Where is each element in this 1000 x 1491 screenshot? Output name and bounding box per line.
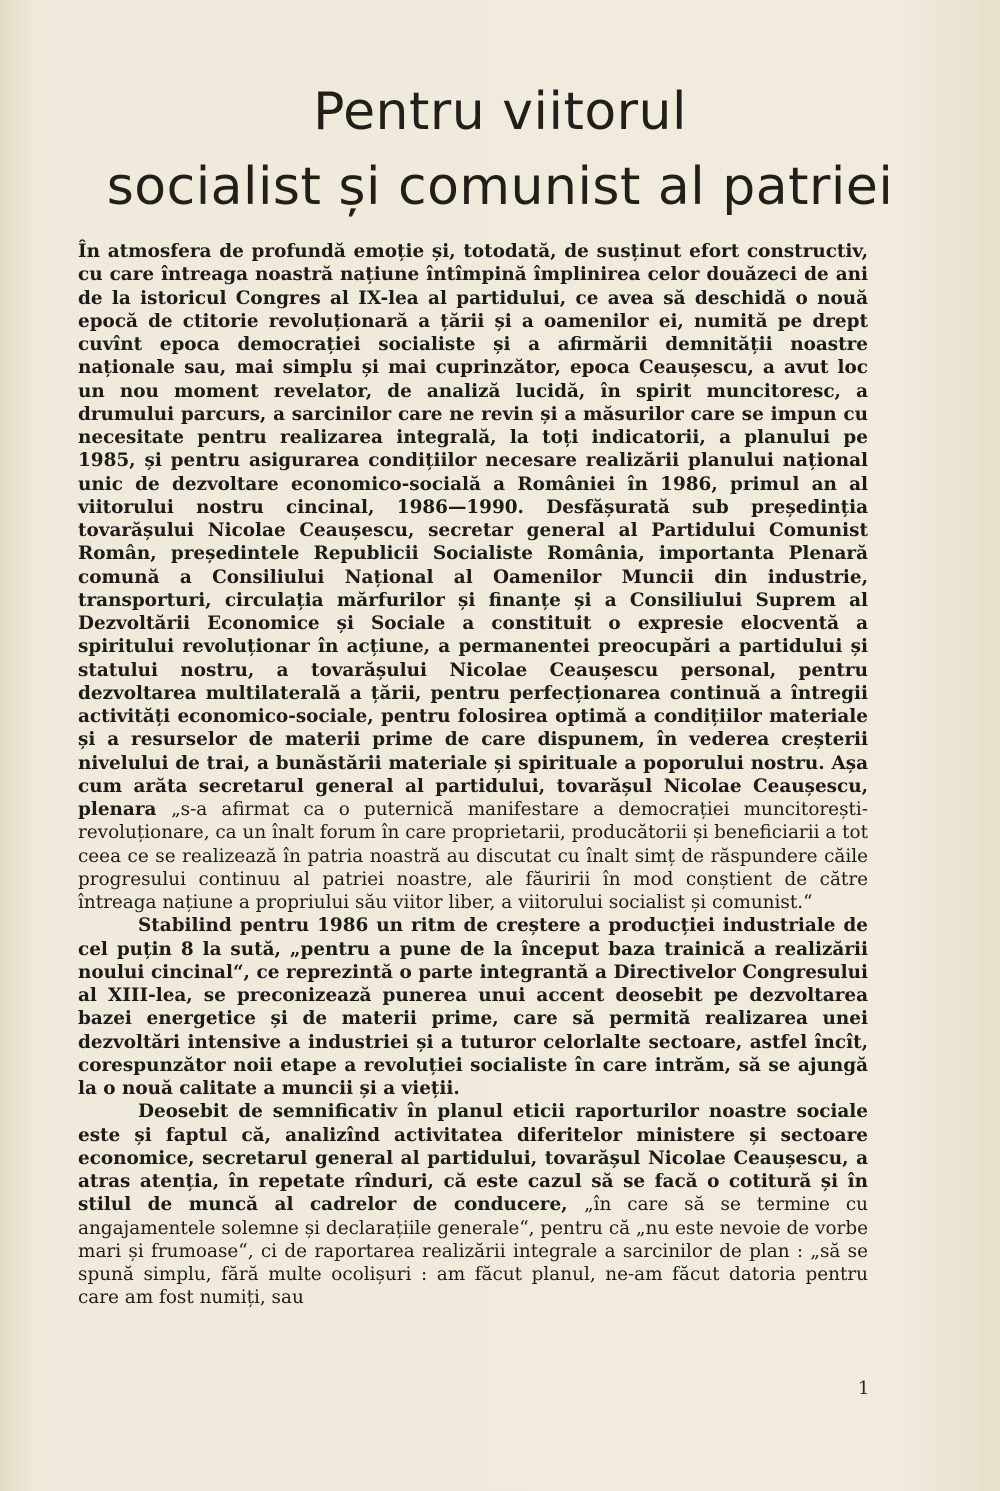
article-body (78, 240, 868, 1310)
paragraph-3 (78, 1100, 868, 1309)
page-title (0, 75, 1000, 225)
paragraph-2 (78, 914, 868, 1100)
title-line-1: Pentru viitorul (313, 82, 687, 142)
paragraph-2-bold: Stabilind pentru 1986 un ritm de creștere a producției industriale de cel puțin 8 la sută, „pentru a pune de la început baza trainică a realizării noului cincinal“, ce reprezintă o parte integrantă a Directivelor Congresului al XIII-lea, se preconizează punerea unui accent deosebit pe dezvoltarea bazei energetice și de materii prime, care să permită realizarea unei dezvoltări intensive a industriei și a tuturor celorlalte sectoare, astfel încît, corespunzător noii etape a revoluției socialiste în care intrăm, să se ajungă la o nouă calitate a muncii și a vieții. (78, 915, 868, 1099)
paragraph-1-bold: În atmosfera de profundă emoție și, totodată, de susținut efort constructiv, cu care întreaga noastră națiune întîmpină împlinirea celor douăzeci de ani de la istoricul Congres al IX-lea al partidului, ce avea să deschidă o nouă epocă de ctitorie revoluționară a țării și a oamenilor ei, numită pe drept cuvînt epoca democrației socialiste și a afirmării demnității noastre naționale sau, mai simplu și mai cuprinzător, epoca Ceaușescu, a avut loc un nou moment revelator, de analiză lucidă, în spirit muncitoresc, a drumului parcurs, a sarcinilor care ne revin și a măsurilor care se impun cu necesitate pentru realizarea integrală, la toți indicatorii, a planului pe 1985, și pentru asigurarea condițiilor necesare realizării planului național unic de dezvoltare economico-socială a României în 1986, primul an al viitorului nostru cincinal, 1986—1990. Desfășurată sub președinția tovarășului Nicolae Ceaușescu, secretar general al Partidului Comunist Român, președintele Republicii Socialiste România, importanta Plenară comună a Consiliului Național al Oamenilor Muncii din industrie, transporturi, circulația mărfurilor și finanțe și a Consiliului Suprem al Dezvoltării Economice și Sociale a constituit o expresie elocventă a spiritului revoluționar în acțiune, a permanentei preocupări a partidului și statului nostru, a tovarășului Nicolae Ceaușescu personal, pentru dezvoltarea multilaterală a țării, pentru perfecționarea continuă a întregii activități economico-sociale, pentru folosirea optimă a condițiilor materiale și a resurselor de materii prime de care dispunem, în vederea creșterii nivelului de trai, a bunăstării materiale și spirituale a poporului nostru. Așa cum arăta secretarul general al partidului, tovarășul Nicolae Ceaușescu, plenara (78, 241, 868, 820)
paragraph-3-quote: „în care să se termine cu angajamentele solemne și declarațiile generale“, pentru că „nu este nevoie de vorbe mari și frumoase“, ci de raportarea realizării integrale a sarcinilor de plan : „să se spună simplu, fără multe ocolișuri : am făcut planul, ne-am făcut datoria pentru care am fost numiți, sau (78, 1194, 868, 1309)
page-number: 1 (858, 1378, 870, 1399)
paragraph-1-quote: „s-a afirmat ca o puternică manifestare a democrației muncitorești-revoluționare, ca un înalt forum în care proprietarii, producătorii și beneficiarii a tot ceea ce se realizează în patria noastră au discutat cu înalt simț de răspundere căile progresului continuu al patriei noastre, ale făuririi în mod conștient de către întreaga națiune a propriului său viitor liber, a viitorului socialist și comunist.“ (78, 799, 868, 913)
paragraph-3-bold: Deosebit de semnificativ în planul eticii raporturilor noastre sociale este și faptul că, analizînd activitatea diferitelor ministere și sectoare economice, secretarul general al partidului, tovarășul Nicolae Ceaușescu, a atras atenția, în repetate rînduri, că este cazul să se facă o cotitură și în stilul de muncă al cadrelor de conducere, (78, 1101, 868, 1216)
title-line-2: socialist și comunist al patriei (106, 157, 894, 217)
paragraph-1 (78, 240, 868, 914)
